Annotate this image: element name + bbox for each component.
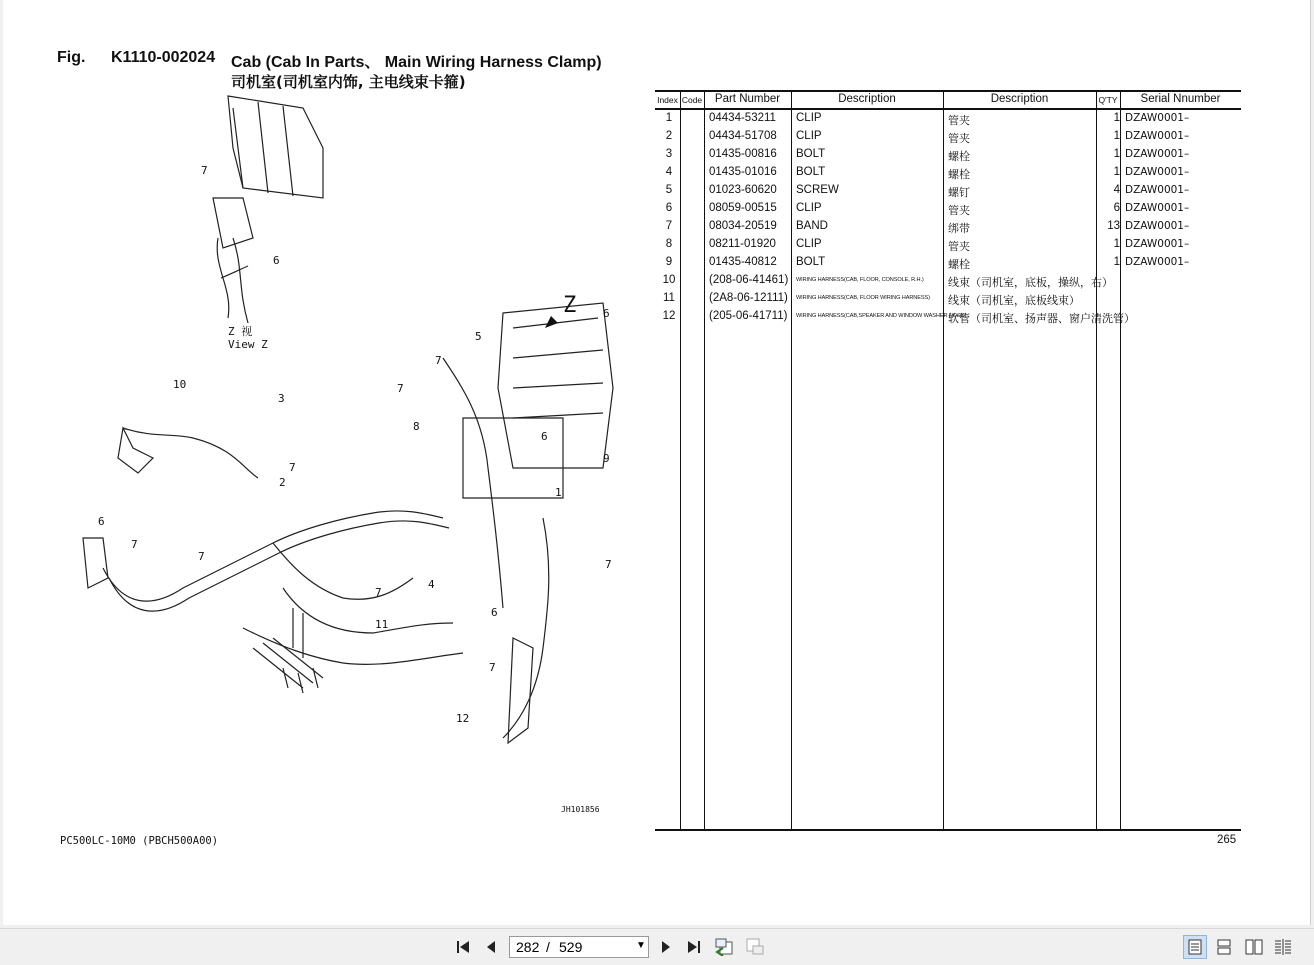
row-description-cn: 线束（司机室，底板线束） — [948, 294, 1080, 307]
header-code: Code — [681, 95, 703, 105]
view-z-en: View Z — [228, 338, 268, 351]
last-page-icon — [686, 939, 702, 955]
table-row — [655, 164, 1241, 182]
row-part-number: 08211-01920 — [709, 238, 776, 250]
table-row — [655, 200, 1241, 218]
callout-7h: 7 — [605, 558, 612, 571]
callout-9: 9 — [603, 452, 610, 465]
callout-7e: 7 — [131, 538, 138, 551]
page-separator: / — [546, 939, 550, 955]
table-row — [655, 308, 1241, 326]
header-description-cn: Description — [990, 93, 1049, 105]
table-row — [655, 236, 1241, 254]
callout-8: 8 — [413, 420, 420, 433]
row-description: WIRING HARNESS(CAB, FLOOR WIRING HARNESS) — [796, 295, 930, 301]
row-part-number: (205-06-41711) — [709, 310, 788, 322]
callout-6d: 6 — [98, 515, 105, 528]
header-description: Description — [838, 93, 896, 105]
callout-5: 5 — [475, 330, 482, 343]
fig-title-en: Cab (Cab In Parts、 Main Wiring Harness Clamp) — [231, 54, 602, 71]
row-serial: DZAW0001– — [1125, 256, 1190, 268]
previous-view-icon — [714, 938, 734, 956]
row-index: 6 — [665, 202, 673, 214]
previous-page-button[interactable] — [481, 937, 501, 957]
chevron-down-icon[interactable]: ▼ — [636, 940, 646, 951]
row-part-number: 01023-60620 — [709, 184, 777, 196]
row-description-cn: 螺栓 — [948, 258, 970, 271]
continuous-facing-icon — [1274, 939, 1292, 955]
row-index: 9 — [665, 256, 673, 268]
current-page: 282 — [516, 939, 540, 955]
header-qty: Q'TY — [1098, 95, 1118, 105]
table-bottom-rule — [655, 829, 1241, 831]
facing-pages-icon — [1245, 939, 1263, 955]
row-qty: 13 — [1107, 220, 1120, 232]
row-serial: DZAW0001– — [1125, 112, 1190, 124]
next-page-icon — [658, 939, 674, 955]
callout-3: 3 — [278, 392, 285, 405]
row-description: CLIP — [796, 202, 822, 214]
callout-7i: 7 — [489, 661, 496, 674]
callout-11: 11 — [375, 618, 389, 631]
callout-7a: 7 — [201, 164, 208, 177]
row-qty: 1 — [1113, 256, 1120, 268]
row-qty: 1 — [1113, 238, 1120, 250]
row-part-number: 08034-20519 — [709, 220, 777, 232]
row-description-cn: 管夹 — [948, 132, 970, 145]
callout-7b: 7 — [435, 354, 442, 367]
row-serial: DZAW0001– — [1125, 184, 1190, 196]
callout-7f: 7 — [198, 550, 205, 563]
row-index: 1 — [665, 112, 673, 124]
row-qty: 4 — [1113, 184, 1120, 196]
table-row — [655, 290, 1241, 308]
row-index: 12 — [662, 310, 676, 322]
previous-view-button[interactable] — [714, 937, 734, 957]
table-row — [655, 110, 1241, 128]
row-part-number: 08059-00515 — [709, 202, 777, 214]
view-z-cn: Z 视 — [228, 325, 253, 338]
row-description-cn: 绑带 — [948, 222, 970, 235]
row-part-number: 01435-01016 — [709, 166, 777, 178]
row-serial: DZAW0001– — [1125, 202, 1190, 214]
drawing-number: JH101856 — [561, 805, 600, 814]
row-description-cn: 线束（司机室，底板，操纵，右） — [948, 276, 1113, 289]
next-page-button[interactable] — [656, 937, 676, 957]
row-part-number: 04434-53211 — [709, 112, 776, 124]
single-page-view-button[interactable] — [1183, 935, 1207, 959]
row-description: BOLT — [796, 256, 826, 268]
row-qty: 1 — [1113, 112, 1120, 124]
row-description-cn: 管夹 — [948, 204, 970, 217]
next-view-icon — [745, 938, 765, 956]
continuous-page-icon — [1217, 939, 1231, 955]
row-index: 3 — [665, 148, 673, 160]
viewer-toolbar — [0, 928, 1314, 965]
row-qty: 1 — [1113, 166, 1120, 178]
row-serial: DZAW0001– — [1125, 220, 1190, 232]
footer-page-number: 265 — [1217, 834, 1237, 846]
first-page-button[interactable] — [453, 937, 473, 957]
row-index: 2 — [665, 130, 673, 142]
row-index: 10 — [662, 274, 676, 286]
row-part-number: (2A8-06-12111) — [709, 292, 788, 304]
row-index: 4 — [665, 166, 673, 178]
fig-title-cn: 司机室(司机室内饰, 主电线束卡箍) — [231, 73, 466, 91]
row-description: BAND — [796, 220, 828, 232]
continuous-facing-view-button[interactable] — [1271, 935, 1295, 959]
row-index: 7 — [665, 220, 673, 232]
facing-view-button[interactable] — [1242, 935, 1266, 959]
row-description: CLIP — [796, 130, 822, 142]
row-description-cn: 螺栓 — [948, 168, 970, 181]
fig-code: K1110-002024 — [111, 49, 216, 66]
document-page — [3, 0, 1311, 925]
row-serial: DZAW0001– — [1125, 148, 1190, 160]
callout-12: 12 — [456, 712, 470, 725]
table-row — [655, 146, 1241, 164]
z-label: Z — [563, 293, 577, 318]
next-view-button[interactable] — [745, 937, 765, 957]
callout-6e: 6 — [491, 606, 498, 619]
callout-4: 4 — [428, 578, 435, 591]
first-page-icon — [455, 939, 471, 955]
table-row — [655, 254, 1241, 272]
row-qty: 1 — [1113, 130, 1120, 142]
row-description: SCREW — [796, 184, 839, 196]
row-index: 11 — [663, 292, 675, 304]
page-number-field[interactable] — [509, 936, 649, 958]
row-description-cn: 螺栓 — [948, 150, 970, 163]
parts-diagram — [43, 88, 643, 828]
row-description: WIRING HARNESS(CAB, FLOOR, CONSOLE, R.H.) — [796, 277, 924, 283]
last-page-button[interactable] — [684, 937, 704, 957]
callout-6a: 6 — [273, 254, 280, 267]
table-row — [655, 272, 1241, 290]
header-serial: Serial Nnumber — [1140, 93, 1221, 105]
row-part-number: (208-06-41461) — [709, 274, 789, 286]
row-part-number: 01435-00816 — [709, 148, 777, 160]
callout-1: 1 — [555, 486, 562, 499]
row-serial: DZAW0001– — [1125, 238, 1190, 250]
table-row — [655, 128, 1241, 146]
row-description-cn: 管夹 — [948, 240, 970, 253]
callout-7g: 7 — [375, 586, 382, 599]
callout-10: 10 — [173, 378, 187, 391]
callout-6c: 6 — [541, 430, 548, 443]
row-serial: DZAW0001– — [1125, 130, 1190, 142]
row-serial: DZAW0001– — [1125, 166, 1190, 178]
table-top-rule — [655, 90, 1241, 92]
row-qty: 6 — [1113, 202, 1120, 214]
row-description: BOLT — [796, 166, 826, 178]
row-description-cn: 管夹 — [948, 114, 970, 127]
callout-2: 2 — [279, 476, 286, 489]
table-row — [655, 182, 1241, 200]
row-description-cn: 螺钉 — [948, 186, 970, 199]
callout-7c: 7 — [397, 382, 404, 395]
row-qty: 1 — [1113, 148, 1120, 160]
row-description: WIRING HARNESS(CAB,SPEAKER AND WINDOW WASHER HOSE) — [796, 313, 967, 319]
row-index: 8 — [665, 238, 673, 250]
row-description: CLIP — [796, 238, 822, 250]
row-description-cn: 软管（司机室、扬声器、窗户清洗管） — [948, 312, 1135, 325]
callout-7d: 7 — [289, 461, 296, 474]
row-part-number: 04434-51708 — [709, 130, 777, 142]
single-page-icon — [1188, 939, 1202, 955]
continuous-view-button[interactable] — [1212, 935, 1236, 959]
callout-6b: 6 — [603, 307, 610, 320]
header-index: Index — [657, 95, 678, 105]
total-pages: 529 — [559, 939, 583, 955]
previous-page-icon — [483, 939, 499, 955]
row-description: CLIP — [796, 112, 822, 124]
fig-label: Fig. — [57, 49, 86, 66]
row-index: 5 — [665, 184, 673, 196]
footer-model: PC500LC-10M0 (PBCH500A00) — [60, 835, 219, 847]
row-part-number: 01435-40812 — [709, 256, 777, 268]
header-part-number: Part Number — [714, 93, 781, 105]
table-row — [655, 218, 1241, 236]
row-description: BOLT — [796, 148, 826, 160]
